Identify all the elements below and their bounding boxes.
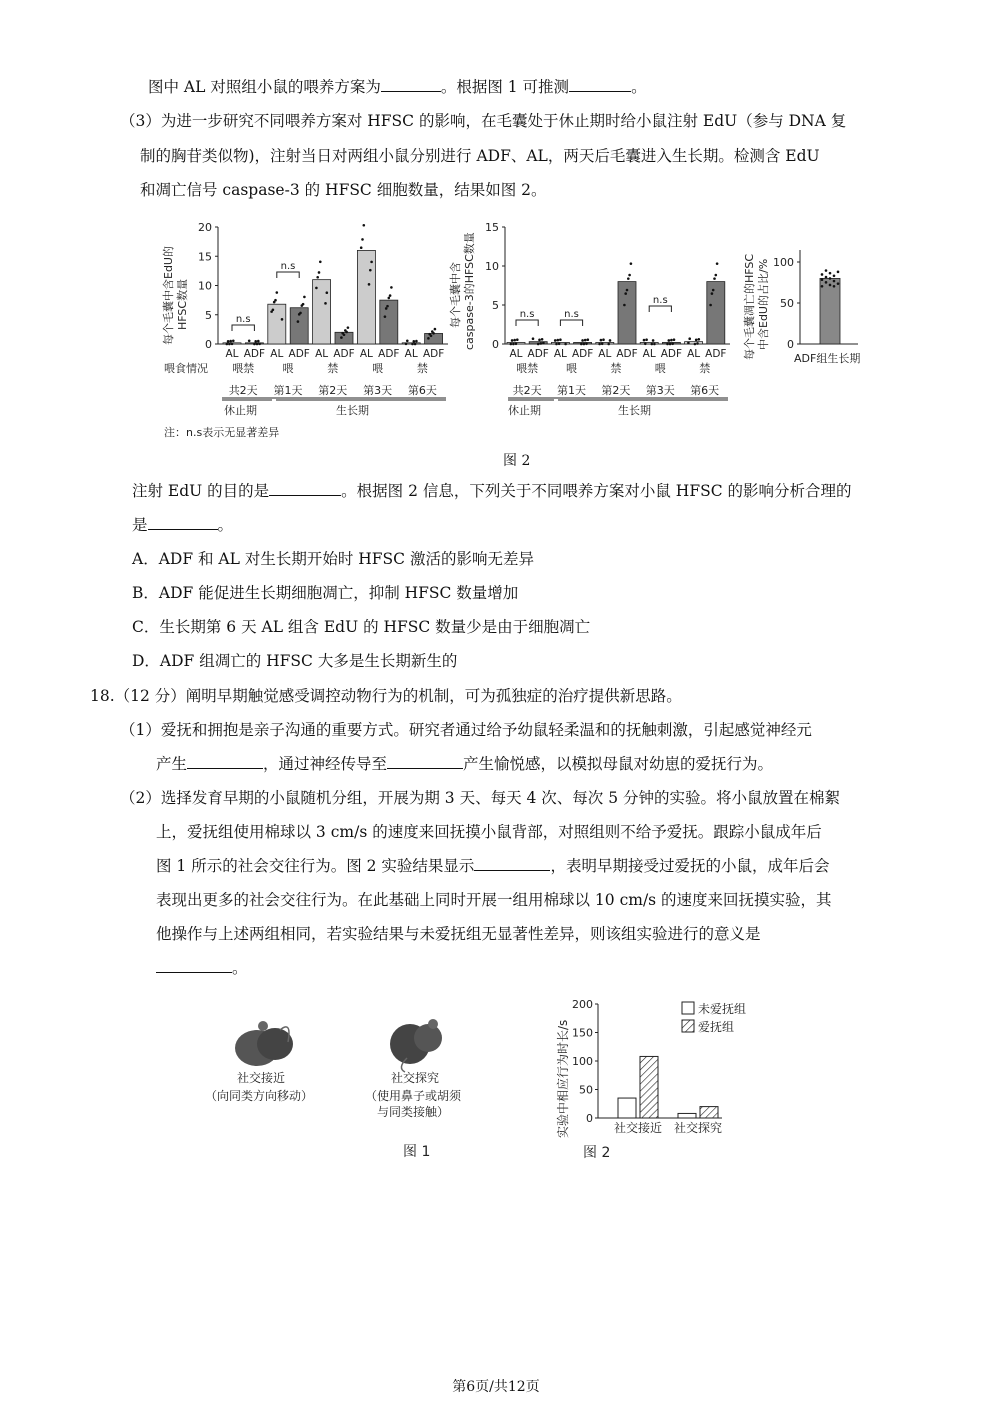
edu-data-point (303, 296, 306, 299)
caspase-feed-label: 禁 (610, 362, 622, 375)
caspase-ytick-label: 10 (485, 260, 499, 273)
caspase-data-point (557, 339, 560, 342)
edu-x-label: AL (359, 348, 373, 360)
caspase-x-label: ADF (527, 348, 549, 360)
period-grow-b: 生长期 (618, 404, 651, 417)
edu-bar (380, 300, 398, 344)
figure-1-caption: 图 1 (403, 1144, 431, 1160)
blank[interactable] (474, 855, 550, 871)
caspase-data-point (653, 343, 656, 346)
caspase-data-point (585, 342, 588, 345)
question-line-1 (132, 480, 851, 502)
caspase-data-point (540, 342, 543, 345)
edu-x-label: AL (225, 348, 239, 360)
edu-data-point (281, 318, 284, 321)
edu-data-point (226, 343, 229, 346)
edu-x-label: ADF (243, 348, 266, 360)
edu-data-point (347, 326, 350, 329)
edu-ytick-label: 5 (205, 308, 212, 322)
edu-feed-label: 喂禁 (232, 362, 255, 375)
period-rest-b: 休止期 (508, 404, 541, 417)
caspase-ytick-label: 15 (485, 221, 499, 234)
edu-data-point (345, 331, 348, 334)
page-footer: 第6页/共12页 (452, 1379, 540, 1395)
edu-data-point (232, 339, 235, 342)
edu-data-point (389, 294, 392, 297)
question-18: 18.（12 分）阐明早期触觉感受调控动物行为的机制，可为孤独症的治疗提供新思路。 (90, 687, 682, 705)
feeding-label: 喂食情况 (164, 362, 208, 375)
p2-line-6 (156, 957, 248, 979)
panel-ratio (742, 250, 860, 365)
behavior-bar-chart (550, 990, 770, 1170)
blank[interactable] (569, 76, 631, 92)
mouse-explore-image (390, 1019, 442, 1072)
caspase-data-point (668, 339, 671, 342)
caspase-data-point (652, 339, 655, 342)
edu-data-point (360, 246, 363, 249)
caspase-data-point (645, 338, 648, 341)
edu-data-point (256, 343, 259, 346)
caspase-data-point (558, 342, 561, 345)
question-line-2 (132, 514, 233, 536)
p2-line-4: 表现出更多的社会交往行为。在此基础上同时开展一组用棉球以 10 cm/s 的速度来回抚摸实验，其 (156, 891, 832, 909)
chart-caption: 图 2 (583, 1145, 611, 1161)
caspase-data-point (510, 343, 513, 346)
p1-line-1: （1）爱抚和拥抱是亲子沟通的重要方式。研究者通过给予幼鼠轻柔温和的抚触刺激，引起感觉神经元 (120, 721, 812, 739)
edu-x-label: ADF (333, 348, 355, 360)
ratio-ytick-label: 100 (773, 256, 794, 269)
caspase-data-point (602, 338, 605, 341)
caspase-ns-label: n.s (564, 309, 579, 320)
caspase-ytick-label: 0 (492, 338, 499, 351)
ylabel-b2: caspase-3的HFSC数量 (463, 232, 476, 350)
edu-data-point (415, 340, 418, 343)
option-b[interactable]: B．ADF 能促进生长期细胞凋亡，抑制 HFSC 数量增加 (132, 584, 519, 602)
edu-data-point (254, 340, 257, 343)
panel-caspase (448, 221, 730, 417)
caspase-day-label: 第1天 (557, 384, 586, 397)
ratio-data-point (821, 273, 824, 276)
caspase-data-point (666, 343, 669, 346)
edu-data-point (406, 339, 409, 342)
note: 注：n.s表示无显著差异 (164, 426, 280, 439)
ratio-data-point (821, 285, 824, 288)
mouse-1-desc: （向同类方向移动） (205, 1089, 314, 1103)
edu-ns-bracket (232, 325, 254, 331)
figure-1 (195, 1010, 525, 1165)
text: 注射 EdU 的目的是 (132, 482, 270, 500)
edu-data-point (299, 312, 302, 315)
edu-data-point (248, 339, 251, 342)
chart-category-label: 社交探究 (673, 1121, 723, 1135)
caspase-day-label: 第2天 (601, 384, 631, 397)
figure-2 (150, 210, 890, 470)
chart-ylabel: 实验中相应行为时长/s (556, 1019, 570, 1138)
edu-data-point (343, 333, 346, 336)
caspase-x-label: ADF (660, 348, 683, 360)
edu-data-point (272, 308, 275, 311)
mouse-2-desc2: 与同类接触） (377, 1105, 450, 1119)
caspase-data-point (695, 339, 698, 342)
ylabel-c1: 每个毛囊凋亡的HFSC (743, 253, 756, 360)
caspase-data-point (673, 338, 676, 341)
caspase-data-point (542, 342, 545, 345)
edu-data-point (413, 340, 416, 343)
edu-ns-label: n.s (235, 314, 251, 325)
caspase-data-point (537, 343, 540, 346)
caspase-feed-label: 喂禁 (516, 362, 539, 375)
edu-ytick-label: 15 (198, 250, 212, 264)
text: ，表明早期接受过爱抚的小鼠，成年后会 (550, 857, 830, 875)
caspase-ns-bracket (516, 320, 538, 326)
caspase-ns-bracket (560, 320, 582, 326)
caspase-data-point (688, 337, 691, 340)
text: 产生愉悦感，以模拟母鼠对幼崽的爱抚行为。 (463, 755, 774, 773)
caspase-day-label: 第6天 (690, 384, 720, 397)
caspase-feed-label: 喂 (654, 362, 666, 375)
ratio-data-point (829, 277, 832, 280)
caspase-data-point (713, 277, 716, 280)
caspase-ns-label: n.s (652, 295, 668, 306)
edu-day-label: 第6天 (407, 384, 437, 397)
p1-line-2 (156, 753, 773, 775)
chart-ytick-label: 100 (572, 1055, 593, 1068)
caspase-x-label: AL (642, 348, 656, 360)
caspase-bar (662, 342, 680, 344)
edu-day-label: 第3天 (363, 384, 393, 397)
panel-edu (161, 221, 448, 439)
edu-data-point (340, 336, 343, 339)
chart-bar (678, 1113, 696, 1118)
caspase-data-point (715, 274, 718, 277)
chart-bar (640, 1056, 658, 1118)
caspase-data-point (515, 342, 518, 345)
mouse-1-label: 社交接近 (237, 1071, 286, 1085)
edu-data-point (384, 315, 387, 318)
edu-day-label: 第2天 (318, 384, 348, 397)
caspase-data-point (532, 337, 535, 340)
caspase-data-point (643, 339, 646, 342)
figure-2-caption: 图 2 (503, 453, 531, 469)
period-rest-a: 休止期 (224, 404, 257, 417)
caspase-data-point (694, 343, 697, 346)
caspase-ns-bracket (649, 306, 671, 312)
caspase-ytick-label: 5 (492, 299, 499, 312)
edu-data-point (390, 286, 393, 289)
chart-ytick-label: 200 (572, 998, 593, 1011)
caspase-data-point (607, 343, 610, 346)
edu-data-point (316, 276, 319, 279)
caspase-x-label: AL (598, 348, 612, 360)
caspase-data-point (511, 339, 514, 342)
caspase-data-point (716, 262, 719, 265)
edu-data-point (368, 283, 371, 286)
caspase-data-point (512, 343, 515, 346)
edu-data-point (386, 305, 389, 308)
ratio-data-point (837, 282, 840, 285)
edu-data-point (315, 287, 318, 290)
mouse-approach-image (235, 1021, 293, 1066)
line-1 (148, 76, 647, 98)
edu-data-point (414, 343, 417, 346)
ratio-data-point (821, 278, 824, 281)
edu-data-point (229, 340, 232, 343)
caspase-data-point (669, 343, 672, 346)
caspase-day-label: 第3天 (645, 384, 675, 397)
ylabel-b1: 每个毛囊中含 (449, 262, 462, 328)
caspase-x-label: AL (687, 348, 701, 360)
ratio-data-point (825, 281, 828, 284)
edu-data-point (227, 340, 230, 343)
edu-x-label: ADF (288, 348, 310, 360)
chart-bar (618, 1098, 636, 1118)
period-grow-a: 生长期 (336, 404, 369, 417)
text: 。根据图 2 信息，下列关于不同喂养方案对小鼠 HFSC 的影响分析合理的 (341, 482, 852, 500)
caspase-data-point (581, 339, 584, 342)
edu-day-label: 共2天 (228, 384, 258, 397)
caspase-data-point (516, 338, 519, 341)
blank[interactable] (387, 753, 463, 769)
text: 是 (132, 516, 148, 534)
caspase-data-point (624, 292, 627, 295)
caspase-bar (707, 282, 725, 344)
edu-bar (268, 304, 286, 344)
text: 图中 AL 对照组小鼠的喂养方案为 (148, 78, 381, 96)
edu-ytick-label: 10 (198, 279, 212, 293)
caspase-data-point (628, 274, 631, 277)
legend-swatch (682, 1020, 694, 1032)
edu-data-point (361, 238, 364, 241)
caspase-data-point (587, 338, 590, 341)
legend-label: 未爱抚组 (698, 1002, 747, 1016)
edu-data-point (326, 291, 329, 294)
edu-data-point (257, 340, 260, 343)
ratio-data-point (837, 271, 840, 274)
edu-data-point (274, 299, 277, 302)
caspase-data-point (580, 343, 583, 346)
caspase-data-point (698, 338, 701, 341)
chart-ytick-label: 50 (579, 1083, 593, 1097)
ratio-data-point (825, 269, 828, 272)
edu-ns-label: n.s (280, 261, 296, 272)
chart-ytick-label: 0 (586, 1112, 593, 1125)
ratio-bar (820, 278, 840, 344)
edu-data-point (231, 343, 234, 346)
caspase-data-point (651, 343, 654, 346)
option-a[interactable]: A．ADF 和 AL 对生长期开始时 HFSC 激活的影响无差异 (132, 550, 534, 568)
edu-data-point (370, 261, 373, 264)
caspase-feed-label: 禁 (699, 362, 711, 375)
edu-data-point (228, 343, 231, 346)
caspase-data-point (601, 342, 604, 345)
blank[interactable] (148, 514, 218, 530)
ylabel-a2: HFSC数量 (176, 278, 189, 330)
caspase-data-point (564, 343, 567, 346)
text: 。 (217, 516, 234, 534)
caspase-ns-label: n.s (519, 309, 535, 320)
text: ，通过神经传导至 (263, 755, 388, 773)
edu-data-point (388, 297, 391, 300)
caspase-data-point (671, 342, 674, 345)
edu-feed-label: 禁 (416, 362, 428, 375)
line-3: 制的胸苷类似物)，注射当日对两组小鼠分别进行 ADF、AL，两天后毛囊进入生长期。检测含 EdU (140, 147, 820, 165)
edu-day-label: 第1天 (273, 384, 303, 397)
edu-data-point (432, 332, 435, 335)
caspase-x-label: ADF (616, 348, 638, 360)
ylabel-c2: 中含EdU的占比/% (757, 258, 770, 350)
edu-data-point (430, 334, 433, 337)
ratio-data-point (829, 272, 832, 275)
text: 。 (232, 959, 248, 977)
ratio-data-point (833, 285, 836, 288)
p2-line-3 (156, 855, 829, 877)
caspase-data-point (538, 339, 541, 342)
caspase-data-point (541, 338, 544, 341)
line-2: （3）为进一步研究不同喂养方案对 HFSC 的影响，在毛囊处于休止期时给小鼠注射 EdU（参与 DNA 复 (120, 112, 847, 130)
edu-feed-label: 喂 (282, 362, 294, 375)
caspase-data-point (709, 304, 712, 307)
caspase-x-label: ADF (571, 348, 594, 360)
text: 。根据图 1 可推测 (440, 78, 570, 96)
legend-swatch (682, 1002, 694, 1014)
edu-data-point (297, 320, 300, 323)
xlabel-c: ADF组生长期 (794, 352, 861, 365)
edu-data-point (253, 343, 256, 346)
caspase-data-point (687, 342, 690, 345)
edu-x-label: ADF (422, 348, 445, 360)
edu-data-point (385, 307, 388, 310)
text: 产生 (156, 755, 188, 773)
caspase-data-point (584, 339, 587, 342)
edu-data-point (318, 271, 321, 274)
p2-line-2: 上，爱抚组使用棉球以 3 cm/s 的速度来回抚摸小鼠背部，对照组则不给予爱抚。跟踪小鼠成年后 (156, 823, 822, 841)
caspase-data-point (670, 339, 673, 342)
ratio-ytick-label: 0 (787, 338, 794, 351)
edu-feed-label: 喂 (372, 362, 384, 375)
option-c[interactable]: C．生长期第 6 天 AL 组含 EdU 的 HFSC 数量少是由于细胞凋亡 (132, 618, 591, 636)
edu-data-point (302, 303, 305, 306)
caspase-x-label: ADF (705, 348, 727, 360)
edu-data-point (363, 224, 366, 227)
caspase-data-point (627, 277, 630, 280)
ratio-data-point (829, 284, 832, 287)
edu-data-point (369, 269, 372, 272)
chart-bar (700, 1107, 718, 1118)
chart-category-label: 社交接近 (613, 1121, 663, 1135)
caspase-data-point (598, 343, 601, 346)
ratio-data-point (833, 280, 836, 283)
mouse-2-desc1: （使用鼻子或胡须 (365, 1089, 462, 1103)
edu-data-point (276, 291, 279, 294)
caspase-data-point (555, 343, 558, 346)
edu-bar (357, 250, 375, 344)
blank[interactable] (381, 76, 441, 92)
caspase-data-point (559, 338, 562, 341)
edu-data-point (427, 337, 430, 340)
caspase-data-point (630, 262, 633, 265)
edu-ns-bracket (277, 272, 299, 278)
line-4: 和凋亡信号 caspase-3 的 HFSC 细胞数量，结果如图 2。 (140, 181, 547, 199)
edu-data-point (319, 261, 322, 264)
caspase-day-label: 共2天 (512, 384, 542, 397)
mouse-2-label: 社交探究 (391, 1071, 440, 1085)
caspase-x-label: AL (553, 348, 567, 360)
chart-ytick-label: 150 (572, 1026, 593, 1040)
edu-x-label: AL (315, 348, 329, 360)
legend-label: 爱抚组 (698, 1020, 735, 1034)
blank[interactable] (156, 957, 232, 973)
edu-data-point (411, 343, 414, 346)
caspase-data-point (711, 292, 714, 295)
ratio-ytick-label: 50 (780, 297, 794, 310)
caspase-bar (574, 342, 592, 344)
edu-data-point (324, 302, 327, 305)
caspase-data-point (712, 289, 715, 292)
edu-x-label: ADF (378, 348, 400, 360)
ratio-data-point (833, 274, 836, 277)
edu-bar (313, 280, 331, 344)
caspase-data-point (696, 342, 699, 345)
text: 图 1 所示的社会交往行为。图 2 实验结果显示 (156, 857, 475, 875)
edu-ytick-label: 0 (205, 338, 212, 351)
edu-x-label: AL (270, 348, 284, 360)
text: 。 (631, 78, 647, 96)
blank[interactable] (187, 753, 263, 769)
ratio-data-point (825, 276, 828, 279)
caspase-data-point (583, 343, 586, 346)
caspase-data-point (600, 339, 603, 342)
caspase-data-point (609, 339, 612, 342)
blank[interactable] (269, 480, 341, 496)
edu-data-point (405, 343, 408, 346)
caspase-data-point (626, 289, 629, 292)
edu-x-label: AL (404, 348, 418, 360)
caspase-x-label: AL (509, 348, 523, 360)
edu-ytick-label: 20 (198, 221, 212, 234)
p2-line-5: 他操作与上述两组相同，若实验结果与未爱抚组无显著性差异，则该组实验进行的意义是 (156, 925, 761, 943)
caspase-data-point (513, 339, 516, 342)
p2-line-1: （2）选择发育早期的小鼠随机分组，开展为期 3 天、每天 4 次、每次 5 分钟的实验。将小鼠放置在棉絮 (120, 789, 841, 807)
ylabel-a1: 每个毛囊中含EdU的 (162, 246, 175, 345)
caspase-data-point (554, 339, 557, 342)
caspase-feed-label: 喂 (566, 362, 577, 375)
edu-feed-label: 禁 (327, 362, 339, 375)
caspase-data-point (623, 304, 626, 307)
edu-data-point (434, 328, 437, 331)
option-d[interactable]: D．ADF 组凋亡的 HFSC 大多是生长期新生的 (132, 652, 458, 670)
caspase-data-point (644, 342, 647, 345)
edu-data-point (258, 343, 261, 346)
